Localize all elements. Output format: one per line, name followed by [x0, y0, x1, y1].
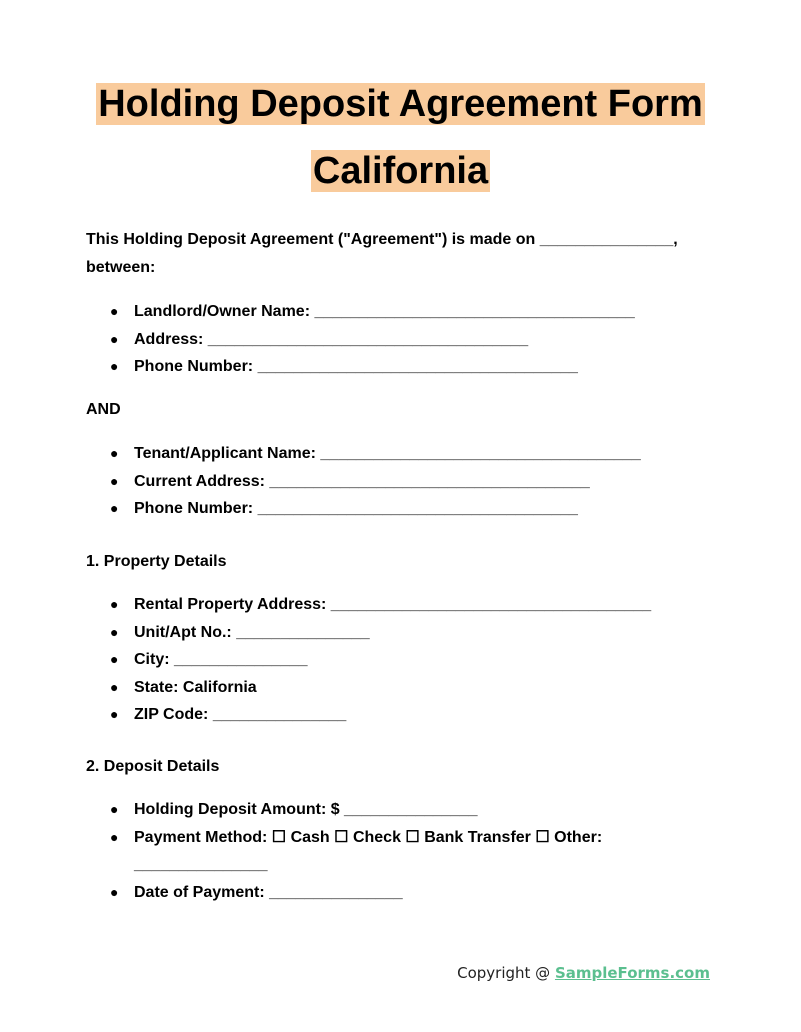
tenant-list	[86, 440, 641, 523]
list-item	[86, 701, 651, 729]
landlord-phone-field: Phone Number: ____________________________________	[134, 358, 578, 375]
and-label: AND	[86, 401, 121, 418]
payment-other-blank: _______________	[134, 856, 268, 873]
landlord-address-field: Address: ____________________________________	[134, 330, 529, 348]
property-details-list	[86, 591, 651, 729]
bullet-icon: ●	[110, 303, 119, 319]
intro-line-2: between:	[86, 259, 156, 276]
bullet-icon: ●	[110, 623, 119, 640]
bullet-icon: ●	[110, 500, 119, 516]
bullet-icon: ●	[110, 801, 119, 817]
copyright-footer	[457, 963, 710, 983]
list-item	[86, 353, 635, 381]
bullet-icon: ●	[110, 358, 119, 374]
list-item	[86, 619, 651, 647]
landlord-list	[86, 298, 635, 381]
rental-address-field: Rental Property Address: ____________________________________	[134, 596, 652, 613]
list-item	[86, 796, 602, 824]
state-field: State: California	[134, 678, 257, 696]
bullet-icon: ●	[110, 330, 119, 347]
list-item	[86, 468, 641, 496]
list-item	[86, 646, 651, 674]
tenant-name-field: Tenant/Applicant Name: ____________________________________	[134, 445, 641, 462]
bullet-icon: ●	[110, 706, 119, 722]
section-2-heading: 2. Deposit Details	[86, 758, 220, 775]
document-title-line-1	[0, 82, 801, 126]
bullet-icon: ●	[110, 651, 119, 667]
list-item	[86, 879, 602, 907]
bullet-icon: ●	[110, 883, 119, 900]
copyright-prefix: Copyright @	[457, 964, 555, 982]
title-text-2: California	[312, 150, 489, 192]
section-1-heading: 1. Property Details	[86, 553, 227, 570]
list-item	[86, 674, 651, 702]
payment-method-field: Payment Method: ☐ Cash ☐ Check ☐ Bank Transfer ☐ Other:	[134, 828, 603, 846]
sampleforms-link[interactable]: SampleForms.com	[554, 964, 710, 982]
list-item	[86, 824, 602, 852]
intro-line-1: This Holding Deposit Agreement ("Agreement") is made on _______________,	[86, 231, 678, 248]
list-item	[86, 495, 641, 523]
deposit-details-list	[86, 796, 602, 906]
landlord-name-field: Landlord/Owner Name: ____________________________________	[134, 303, 635, 320]
payment-date-field: Date of Payment: _______________	[134, 883, 403, 901]
document-title-line-2	[0, 149, 801, 193]
list-item	[86, 326, 635, 354]
tenant-address-field: Current Address: ____________________________________	[134, 472, 590, 490]
bullet-icon: ●	[110, 678, 119, 695]
city-field: City: _______________	[134, 651, 308, 668]
deposit-amount-field: Holding Deposit Amount: $ _______________	[134, 801, 478, 818]
bullet-icon: ●	[110, 445, 119, 461]
tenant-phone-field: Phone Number: ____________________________________	[134, 500, 578, 517]
bullet-icon: ●	[110, 828, 119, 845]
zip-field: ZIP Code: _______________	[134, 706, 347, 723]
list-item-continuation	[86, 851, 602, 879]
bullet-icon: ●	[110, 596, 119, 612]
unit-field: Unit/Apt No.: _______________	[134, 623, 370, 641]
title-text-1: Holding Deposit Agreement Form	[98, 83, 703, 125]
list-item	[86, 298, 635, 326]
bullet-icon: ●	[110, 472, 119, 489]
list-item	[86, 440, 641, 468]
list-item	[86, 591, 651, 619]
